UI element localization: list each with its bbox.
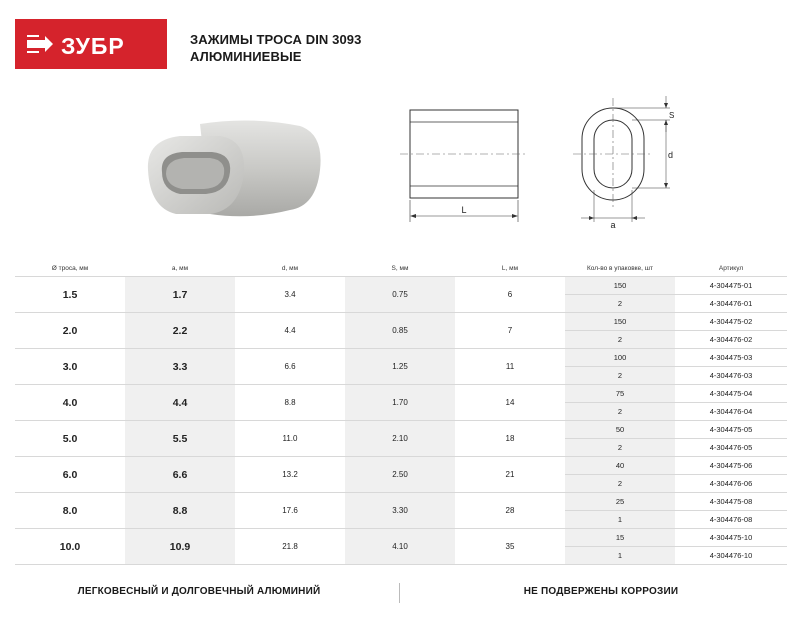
cell-a: 4.4 — [125, 385, 235, 420]
footer-feature-lightweight: ЛЕГКОВЕСНЫЙ И ДОЛГОВЕЧНЫЙ АЛЮМИНИЙ — [77, 586, 321, 597]
table-row — [15, 457, 787, 493]
article-value: 4-304475-10 — [675, 529, 787, 547]
cell-d: 4.4 — [284, 326, 296, 335]
cell-d: 11.0 — [282, 434, 298, 443]
cell-d: 13.2 — [282, 470, 298, 479]
footer — [0, 580, 800, 606]
quantity-value: 2 — [617, 478, 623, 488]
thickness-label: S — [669, 111, 675, 120]
table-row — [15, 277, 787, 313]
article-value: 4-304476-04 — [709, 406, 753, 416]
cell-l: 18 — [505, 434, 515, 443]
cell-quantity — [565, 421, 675, 456]
table-row — [15, 529, 787, 565]
cell-s: 2.50 — [345, 457, 455, 492]
cell-article — [675, 421, 787, 456]
header-a: a, мм — [171, 265, 189, 272]
table-body — [15, 277, 787, 565]
article-value: 4-304476-01 — [709, 298, 753, 308]
table-row — [15, 349, 787, 385]
header-s: S, мм — [391, 265, 409, 272]
cell-s: 0.85 — [345, 313, 455, 348]
article-value: 4-304475-06 — [675, 457, 787, 475]
brand-logo — [15, 19, 167, 69]
cell-a: 2.2 — [125, 313, 235, 348]
spec-table — [15, 260, 787, 565]
article-value: 4-304475-08 — [675, 493, 787, 511]
quantity-value: 2 — [617, 334, 623, 344]
header-article: Артикул — [718, 265, 744, 272]
cell-l: 35 — [505, 542, 515, 551]
cell-l: 21 — [505, 470, 515, 479]
footer-divider — [399, 583, 400, 603]
cell-article — [675, 277, 787, 312]
quantity-value: 75 — [565, 385, 675, 403]
cell-d: 21.8 — [282, 542, 298, 551]
quantity-value: 150 — [565, 277, 675, 295]
product-title-line2: АЛЮМИНИЕВЫЕ — [190, 49, 302, 64]
quantity-value: 25 — [565, 493, 675, 511]
article-value: 4-304476-06 — [709, 478, 753, 488]
cell-diameter: 3.0 — [62, 360, 78, 373]
quantity-value: 1 — [617, 514, 623, 524]
table-row — [15, 313, 787, 349]
article-value: 4-304476-08 — [709, 514, 753, 524]
article-value: 4-304475-02 — [675, 313, 787, 331]
quantity-value: 40 — [565, 457, 675, 475]
table-header — [15, 260, 787, 277]
quantity-value: 2 — [617, 406, 623, 416]
cell-a: 6.6 — [125, 457, 235, 492]
table-row — [15, 421, 787, 457]
cell-a: 10.9 — [125, 529, 235, 564]
length-label: L — [461, 205, 467, 215]
cell-article — [675, 313, 787, 348]
product-title — [190, 31, 361, 65]
cell-quantity — [565, 349, 675, 384]
article-value: 4-304476-03 — [709, 370, 753, 380]
cell-l: 28 — [505, 506, 515, 515]
front-view-drawing — [565, 92, 680, 232]
cell-s: 1.70 — [345, 385, 455, 420]
cell-article — [675, 529, 787, 564]
cell-l: 11 — [505, 362, 515, 371]
header-d: d, мм — [281, 265, 299, 272]
cell-s: 3.30 — [345, 493, 455, 528]
cell-s: 2.10 — [345, 421, 455, 456]
product-photo — [140, 110, 340, 230]
table-row — [15, 385, 787, 421]
cell-diameter: 4.0 — [62, 396, 78, 409]
cell-quantity — [565, 529, 675, 564]
article-value: 4-304475-04 — [675, 385, 787, 403]
quantity-value: 2 — [617, 370, 623, 380]
header-diameter: Ø троса, мм — [51, 265, 89, 272]
brand-logo-text: ЗУБР — [61, 33, 125, 59]
cell-diameter: 5.0 — [62, 432, 78, 445]
cell-d: 17.6 — [282, 506, 298, 515]
cell-quantity — [565, 313, 675, 348]
cell-d: 3.4 — [284, 290, 296, 299]
article-value: 4-304476-02 — [709, 334, 753, 344]
cell-a: 1.7 — [125, 277, 235, 312]
header-l: L, мм — [501, 265, 519, 272]
cell-l: 14 — [505, 398, 515, 407]
article-value: 4-304476-05 — [709, 442, 753, 452]
footer-feature-corrosion: НЕ ПОДВЕРЖЕНЫ КОРРОЗИИ — [523, 586, 679, 597]
header-quantity: Кол-во в упаковке, шт — [587, 265, 653, 272]
cell-quantity — [565, 457, 675, 492]
cell-diameter: 2.0 — [62, 324, 78, 337]
quantity-value: 2 — [617, 442, 623, 452]
cell-article — [675, 493, 787, 528]
article-value: 4-304475-03 — [675, 349, 787, 367]
cell-article — [675, 385, 787, 420]
quantity-value: 1 — [617, 550, 623, 560]
cell-s: 0.75 — [345, 277, 455, 312]
quantity-value: 2 — [617, 298, 623, 308]
product-title-line1: ЗАЖИМЫ ТРОСА DIN 3093 — [190, 32, 362, 47]
cell-article — [675, 457, 787, 492]
article-value: 4-304476-10 — [709, 550, 753, 560]
cell-diameter: 10.0 — [59, 540, 81, 553]
brand-logo-icon — [15, 19, 167, 69]
cell-diameter: 1.5 — [62, 288, 78, 301]
cell-article — [675, 349, 787, 384]
quantity-value: 100 — [565, 349, 675, 367]
cell-diameter: 6.0 — [62, 468, 78, 481]
cell-quantity — [565, 493, 675, 528]
cell-l: 6 — [507, 290, 513, 299]
quantity-value: 15 — [565, 529, 675, 547]
cell-d: 6.6 — [284, 362, 296, 371]
height-label: d — [668, 150, 674, 160]
cell-s: 1.25 — [345, 349, 455, 384]
table-row — [15, 493, 787, 529]
cell-a: 5.5 — [125, 421, 235, 456]
cell-a: 8.8 — [125, 493, 235, 528]
article-value: 4-304475-01 — [675, 277, 787, 295]
quantity-value: 50 — [565, 421, 675, 439]
cell-diameter: 8.0 — [62, 504, 78, 517]
cell-s: 4.10 — [345, 529, 455, 564]
cell-a: 3.3 — [125, 349, 235, 384]
cell-quantity — [565, 277, 675, 312]
cell-d: 8.8 — [284, 398, 296, 407]
width-label: a — [610, 220, 616, 230]
cell-l: 7 — [507, 326, 513, 335]
quantity-value: 150 — [565, 313, 675, 331]
article-value: 4-304475-05 — [675, 421, 787, 439]
cell-quantity — [565, 385, 675, 420]
side-view-drawing — [395, 100, 535, 235]
